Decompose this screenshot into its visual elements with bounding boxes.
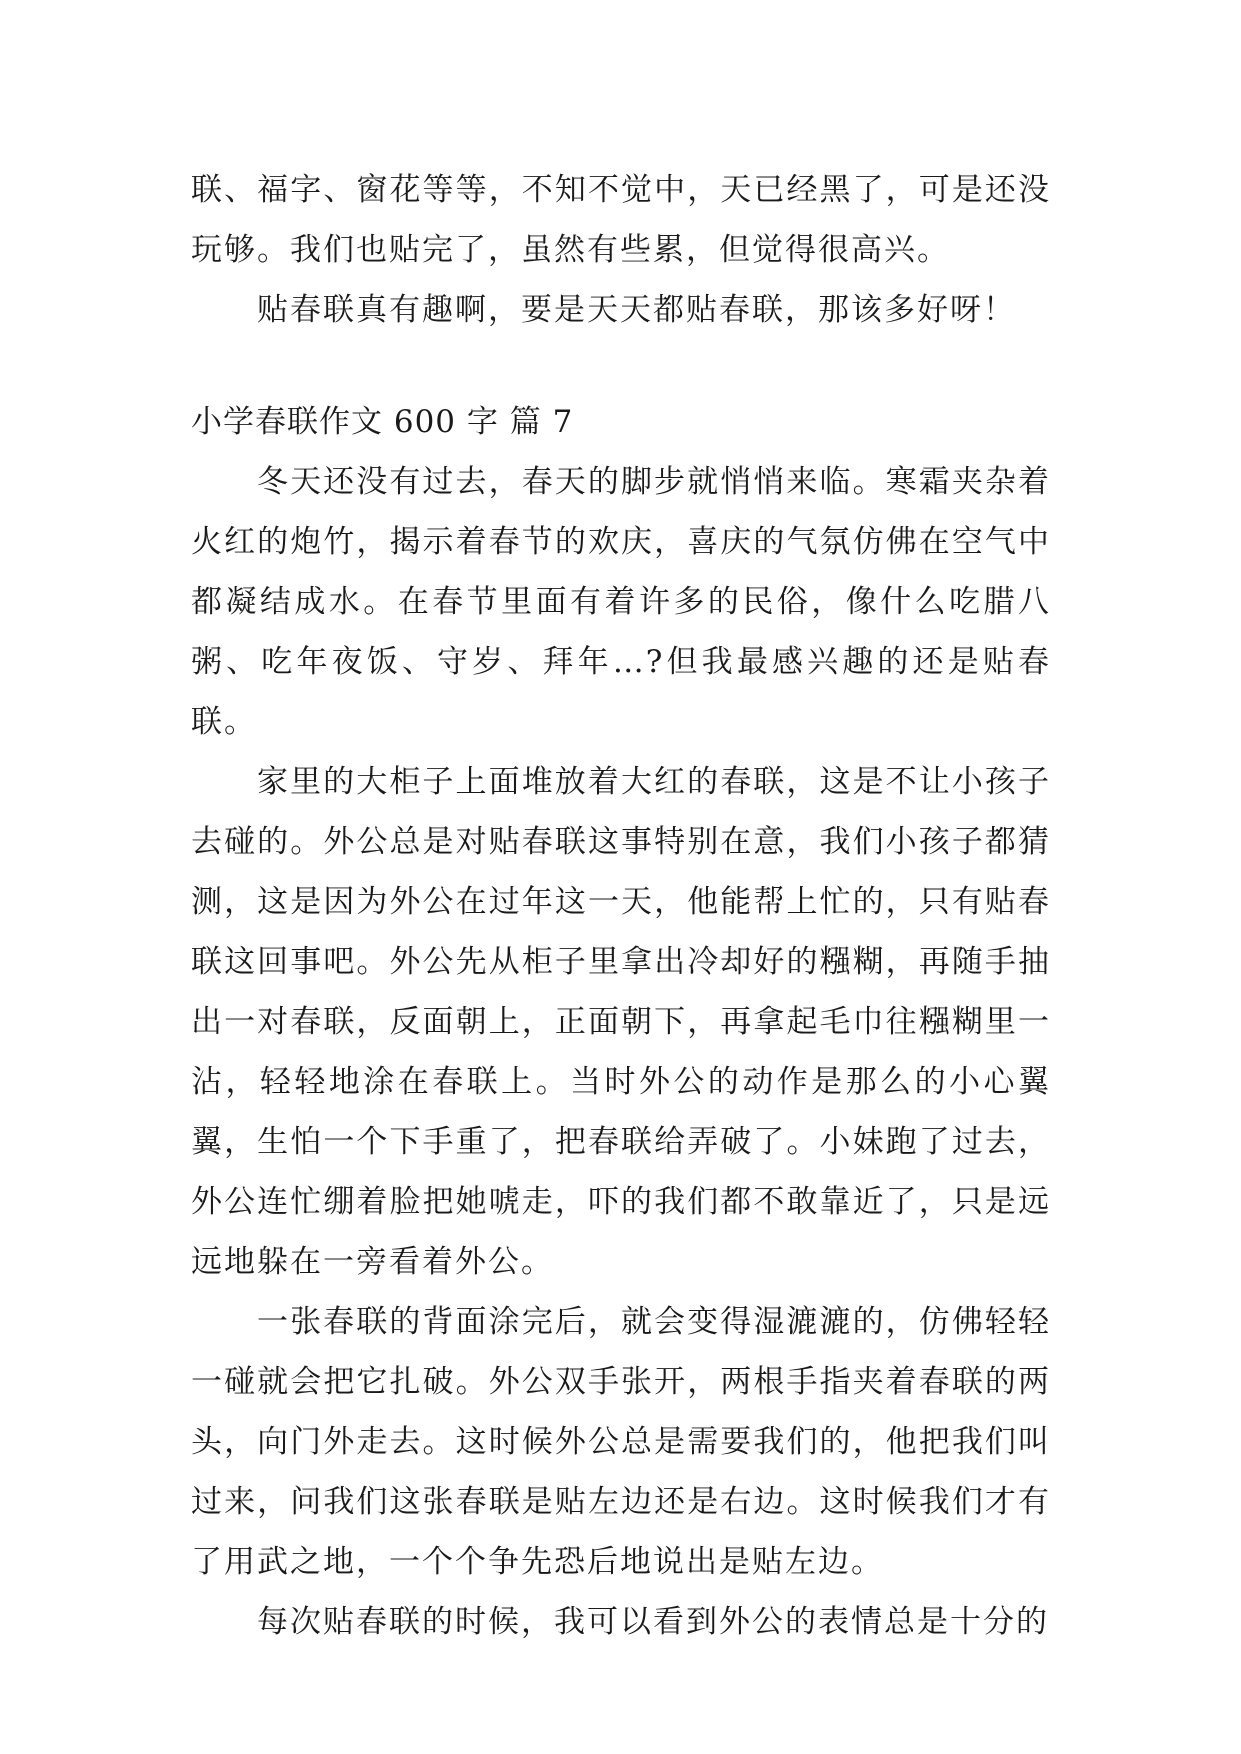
paragraph: 冬天还没有过去，春天的脚步就悄悄来临。寒霜夹杂着火红的炮竹，揭示着春节的欢庆，喜庆的气氛仿佛在空气中都凝结成水。在春节里面有着许多的民俗，像什么吃腊八粥、吃年夜饭、守岁、拜年…?但我最感兴趣的还是贴春联。 bbox=[191, 464, 1051, 740]
paragraph: 一张春联的背面涂完后，就会变得湿漉漉的，仿佛轻轻一碰就会把它扎破。外公双手张开，两根手指夹着春联的两头，向门外走去。这时候外公总是需要我们的，他把我们叫过来，问我们这张春联是贴左边还是右边。这时候我们才有了用武之地，一个个争先恐后地说出是贴左边。 bbox=[191, 1304, 1051, 1580]
paragraph: 家里的大柜子上面堆放着大红的春联，这是不让小孩子去碰的。外公总是对贴春联这事特别在意，我们小孩子都猜测，这是因为外公在过年这一天，他能帮上忙的，只有贴春联这回事吧。外公先从柜子里拿出冷却好的糨糊，再随手抽出一对春联，反面朝上，正面朝下，再拿起毛巾往糨糊里一沾，轻轻地涂在春联上。当时外公的动作是那么的小心翼翼，生怕一个下手重了，把春联给弄破了。小妹跑了过去，外公连忙绷着脸把她唬走，吓的我们都不敢靠近了，只是远远地躲在一旁看着外公。 bbox=[191, 764, 1051, 1280]
section-title: 小学春联作文 600 字 篇 7 bbox=[191, 404, 574, 440]
paragraph-conclusion: 贴春联真有趣啊，要是天天都贴春联，那该多好呀！ bbox=[257, 292, 1016, 328]
paragraph: 每次贴春联的时候，我可以看到外公的表情总是十分的 bbox=[257, 1604, 1049, 1640]
document-body bbox=[191, 160, 1051, 1652]
paragraph-continued: 联、福字、窗花等等，不知不觉中，天已经黑了，可是还没玩够。我们也贴完了，虽然有些累，但觉得很高兴。 bbox=[191, 172, 1051, 268]
